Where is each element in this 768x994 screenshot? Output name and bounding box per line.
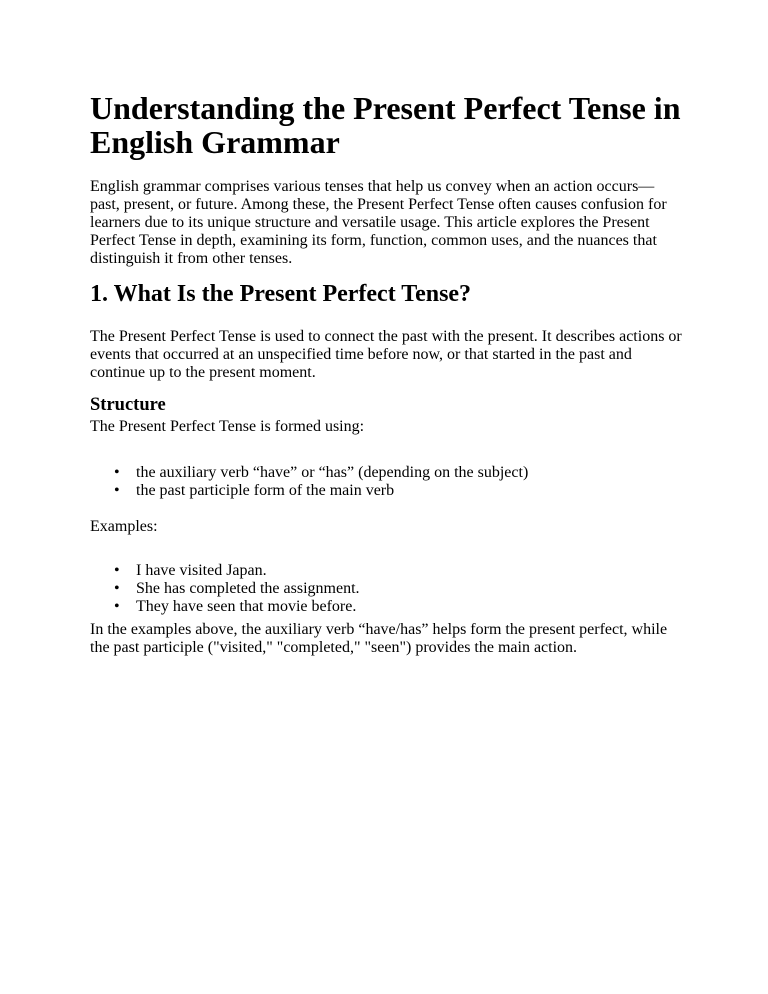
list-item-text: the auxiliary verb “have” or “has” (depending on the subject) xyxy=(136,464,529,481)
list-item xyxy=(90,482,682,500)
bullet-icon: • xyxy=(114,562,120,579)
list-item-text: the past participle form of the main verb xyxy=(136,482,395,499)
bullet-icon: • xyxy=(114,482,120,499)
list-item-text: I have visited Japan. xyxy=(136,562,267,579)
structure-list xyxy=(90,464,682,500)
examples-label: Examples: xyxy=(90,518,158,535)
list-item xyxy=(90,598,682,616)
subheading-structure: Structure xyxy=(90,395,166,415)
list-item xyxy=(90,464,682,482)
list-item xyxy=(90,562,682,580)
section-heading-what-is: 1. What Is the Present Perfect Tense? xyxy=(90,281,472,307)
intro-paragraph: English grammar comprises various tenses that help us convey when an action occurs—past, present, or future. Among these, the Present Perfect Tense often causes confusion for learners due to its unique structure and versatile usage. This article explores the Present Perfect Tense in depth, examining its form, function, common uses, and the nuances that distinguish it from other tenses. xyxy=(90,178,667,267)
explanation-paragraph: In the examples above, the auxiliary verb “have/has” helps form the present perfect, while the past participle ("visited," "completed," "seen") provides the main action. xyxy=(90,621,668,656)
list-item xyxy=(90,580,682,598)
examples-list xyxy=(90,562,682,616)
document-title: Understanding the Present Perfect Tense in English Grammar xyxy=(90,90,681,160)
structure-lead-paragraph: The Present Perfect Tense is formed using: xyxy=(90,418,365,435)
bullet-icon: • xyxy=(114,580,120,597)
list-item-text: They have seen that movie before. xyxy=(136,598,357,615)
list-item-text: She has completed the assignment. xyxy=(136,580,360,597)
bullet-icon: • xyxy=(114,598,120,615)
definition-paragraph: The Present Perfect Tense is used to connect the past with the present. It describes actions or events that occurred at an unspecified time before now, or that started in the past and continue up to the present moment. xyxy=(90,328,682,381)
bullet-icon: • xyxy=(114,464,120,481)
